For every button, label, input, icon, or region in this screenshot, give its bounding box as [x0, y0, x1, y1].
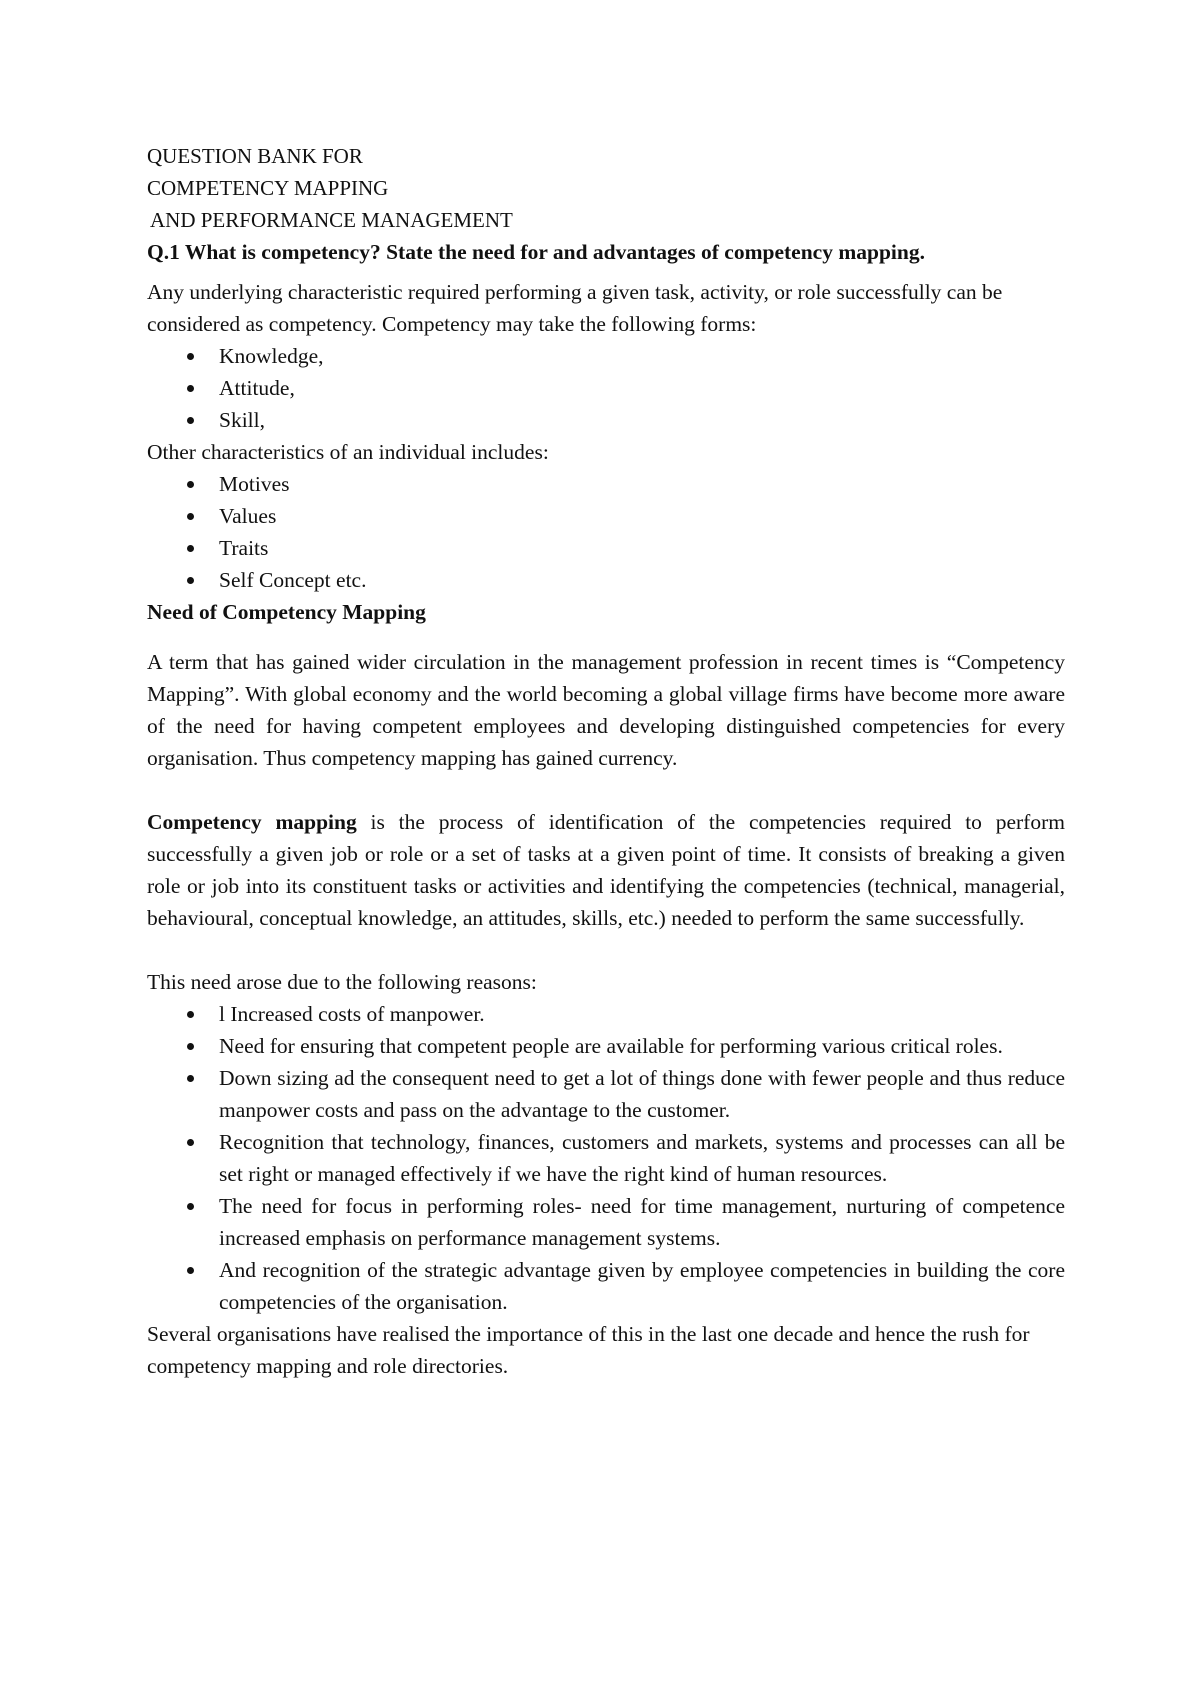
list-item-text: Self Concept etc. [219, 568, 367, 592]
bullet-icon [187, 513, 194, 520]
other-characteristics-list [147, 468, 1065, 596]
bullet-icon [187, 1267, 194, 1274]
need-paragraph: A term that has gained wider circulation in the management profession in recent times is “Competency Mapping”. With global economy and the world becoming a global village firms have become more aware of the need for having competent employees and developing distinguished competencies for every organisation. Thus competency mapping has gained currency. [147, 650, 1065, 770]
bullet-icon [187, 1139, 194, 1146]
list-item [147, 468, 1065, 500]
list-item [147, 372, 1065, 404]
closing-paragraph: Several organisations have realised the importance of this in the last one decade and hence the rush for competency mapping and role directories. [147, 1322, 1030, 1378]
list-item [147, 1062, 1065, 1126]
bullet-icon [187, 1011, 194, 1018]
reasons-list [147, 998, 1065, 1318]
list-item [147, 1190, 1065, 1254]
list-item-text: l Increased costs of manpower. [219, 1002, 485, 1026]
forms-list [147, 340, 1065, 436]
list-item-text: Traits [219, 536, 269, 560]
list-item [147, 1126, 1065, 1190]
list-item-text: Recognition that technology, finances, customers and markets, systems and processes can all be set right or managed effectively if we have the right kind of human resources. [219, 1130, 1065, 1186]
bullet-icon [187, 481, 194, 488]
list-item-text: Motives [219, 472, 290, 496]
list-item-text: Knowledge, [219, 344, 324, 368]
title-line-2: COMPETENCY MAPPING [147, 176, 389, 200]
reasons-intro: This need arose due to the following reasons: [147, 970, 537, 994]
bullet-icon [187, 577, 194, 584]
bullet-icon [187, 1043, 194, 1050]
bullet-icon [187, 417, 194, 424]
list-item-text: And recognition of the strategic advantage given by employee competencies in building the core competencies of the organisation. [219, 1258, 1065, 1314]
list-item-text: Down sizing ad the consequent need to get a lot of things done with fewer people and thus reduce manpower costs and pass on the advantage to the customer. [219, 1066, 1065, 1122]
bullet-icon [187, 1075, 194, 1082]
need-heading: Need of Competency Mapping [147, 600, 426, 624]
intro-paragraph: Any underlying characteristic required performing a given task, activity, or role successfully can be considered as competency. Competency may take the following forms: [147, 280, 1003, 336]
list-item-text: Need for ensuring that competent people are available for performing various critical roles. [219, 1034, 1003, 1058]
list-item [147, 1030, 1065, 1062]
list-item-text: The need for focus in performing roles- need for time management, nurturing of competence increased emphasis on performance management systems. [219, 1194, 1065, 1250]
list-item [147, 998, 1065, 1030]
definition-paragraph [147, 806, 1065, 934]
document-page [147, 140, 1065, 1382]
title-line-1: QUESTION BANK FOR [147, 144, 363, 168]
title-line-3: AND PERFORMANCE MANAGEMENT [150, 208, 513, 232]
bullet-icon [187, 385, 194, 392]
bullet-icon [187, 353, 194, 360]
other-characteristics-intro: Other characteristics of an individual includes: [147, 440, 549, 464]
list-item [147, 1254, 1065, 1318]
list-item [147, 340, 1065, 372]
list-item [147, 564, 1065, 596]
definition-term: Competency mapping [147, 810, 357, 834]
bullet-icon [187, 1203, 194, 1210]
list-item-text: Skill, [219, 408, 266, 432]
definition-text: is the process of identification of the competencies required to perform successfully a given job or role or a set of tasks at a given point of time. It consists of breaking a given role or job into its constituent tasks or activities and identifying the competencies (technical, managerial, behavioural, conceptual knowledge, an attitudes, skills, etc.) needed to perform the same successfully. [147, 810, 1065, 930]
list-item [147, 532, 1065, 564]
list-item [147, 500, 1065, 532]
list-item-text: Values [219, 504, 277, 528]
question-heading: Q.1 What is competency? State the need for and advantages of competency mapping. [147, 240, 925, 264]
bullet-icon [187, 545, 194, 552]
list-item-text: Attitude, [219, 376, 295, 400]
list-item [147, 404, 1065, 436]
